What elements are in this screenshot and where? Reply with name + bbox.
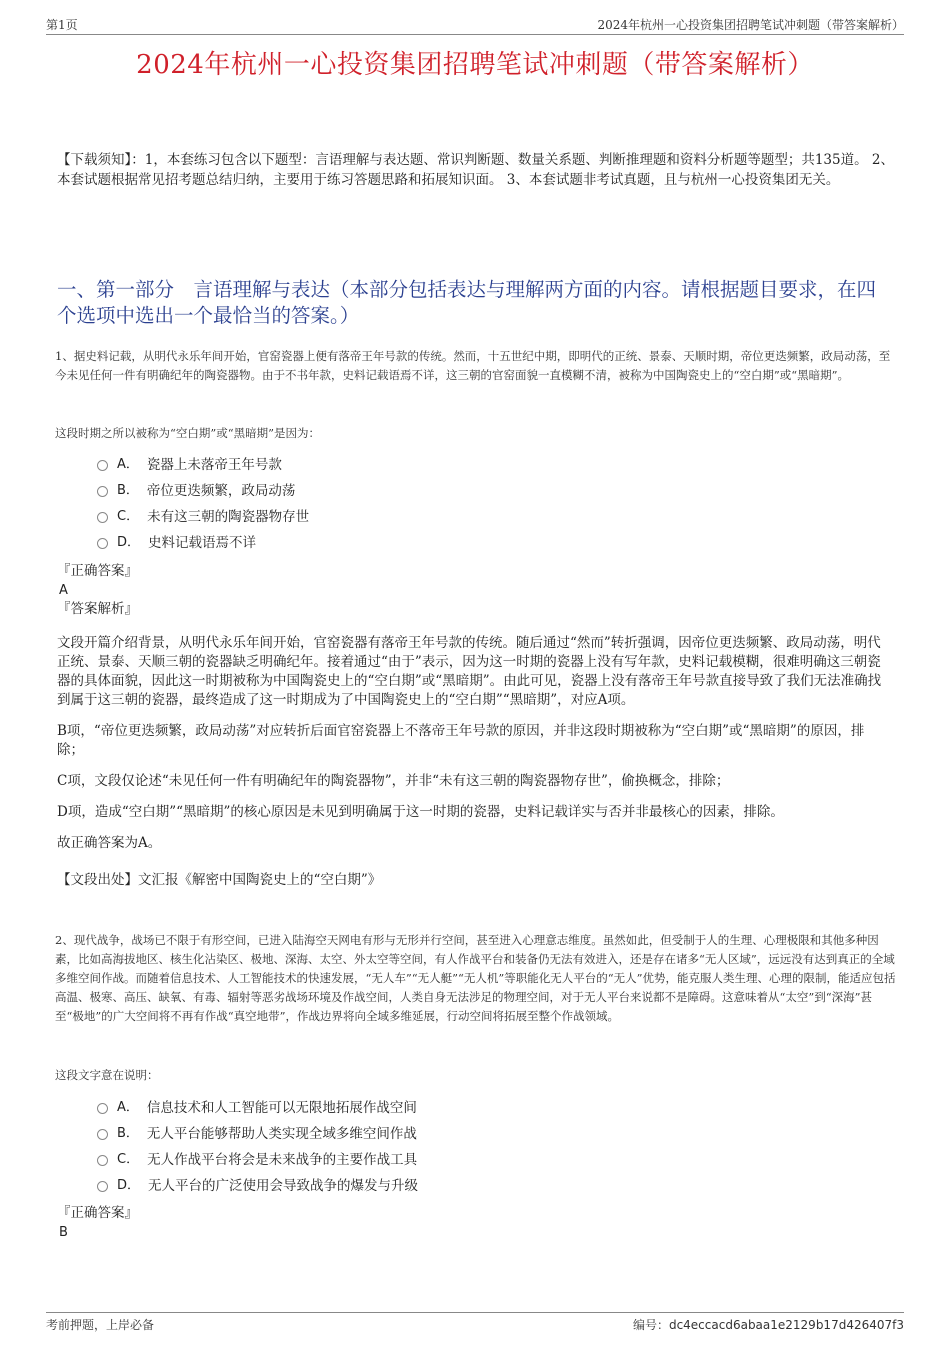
- question-2-answer: [57, 1204, 138, 1242]
- question-1-analysis: [57, 634, 890, 890]
- analysis-label: 『答案解析』: [57, 601, 138, 617]
- analysis-paragraph: 故正确答案为A。: [57, 835, 162, 851]
- radio-icon[interactable]: [97, 512, 108, 523]
- question-1-options: [97, 452, 309, 556]
- analysis-paragraph: B项，“帝位更迭频繁，政局动荡”对应转折后面官窑瓷器上不落帝王年号款的原因，并非这段时期被称为“空白期”或“黑暗期”的原因，排除；: [57, 723, 865, 758]
- question-2-prompt: 这段文字意在说明：: [55, 1068, 159, 1082]
- page-title: 2024年杭州一心投资集团招聘笔试冲刺题（带答案解析）: [136, 50, 814, 80]
- radio-icon[interactable]: [97, 460, 108, 471]
- question-2-text: 2、现代战争，战场已不限于有形空间，已进入陆海空天网电有形与无形并行空间，甚至进入心理意志维度。虽然如此，但受制于人的生理、心理极限和其他多种因素，比如高海拔地区、核生化沾染区、极地、深海、太空、外太空等空间，有人作战平台和装备仍无法有效进入，还是存在诸多“无人区域”，远远没有达到真正的全域多维空间作战。而随着信息技术、人工智能技术的快速发展，“无人车”“无人艇”“无人机”等职能化无人平台的“无人”优势，能克服人类生理、心理的限制，能适应包括高温、极寒、高压、缺氧、有毒、辐射等恶劣战场环境及作战空间，人类自身无法涉足的物理空间，对于无人平台来说都不是障碍。这意味着从“太空”到“深海”甚至“极地”的广大空间将不再有作战“真空地带”，作战边界将向全域多维延展，行动空间将拓展至整个作战领域。: [55, 933, 896, 1023]
- page-number: 第1页: [46, 18, 78, 32]
- radio-icon[interactable]: [97, 1181, 108, 1192]
- question-2-options: [97, 1095, 418, 1199]
- download-notice: 【下载须知】：1，本套练习包含以下题型：言语理解与表达题、常识判断题、数量关系题、判断推理题和资料分析题等题型；共135道。 2、本套试题根据常见招考题总结归纳，主要用于练习答题思路和拓展知识面。 3、本套试题非考试真题，且与杭州一心投资集团无关。: [57, 152, 894, 188]
- radio-icon[interactable]: [97, 1129, 108, 1140]
- answer-value: A: [59, 583, 68, 598]
- section-heading: 一、第一部分 言语理解与表达（本部分包括表达与理解两方面的内容。请根据题目要求，在四个选项中选出一个最恰当的答案。）: [57, 278, 877, 327]
- option-b[interactable]: B． 无人平台能够帮助人类实现全域多维空间作战: [97, 1121, 418, 1147]
- footer-slogan: 考前押题，上岸必备: [46, 1318, 155, 1332]
- analysis-paragraph: 文段开篇介绍背景，从明代永乐年间开始，官窑瓷器有落帝王年号款的传统。随后通过“然而”转折强调，因帝位更迭频繁、政局动荡，明代正统、景泰、天顺三朝的瓷器缺乏明确纪年。接着通过“由于”表示，因为这一时期的瓷器上没有写年款，史料记载模糊，很难明确这三朝瓷器的具体面貌，因此这一时期被称为中国陶瓷史上的“空白期”或“黑暗期”。由此可见，瓷器上没有落帝王年号款直接导致了我们无法准确找到属于这三朝的瓷器，最终造成了这一时期成为了中国陶瓷史上的“空白期”“黑暗期”，对应A项。: [57, 635, 882, 708]
- page-footer: [46, 1312, 904, 1332]
- radio-icon[interactable]: [97, 1103, 108, 1114]
- answer-label: 『正确答案』: [57, 1205, 138, 1221]
- question-1-prompt: 这段时期之所以被称为“空白期”或“黑暗期”是因为：: [55, 426, 321, 440]
- radio-icon[interactable]: [97, 538, 108, 549]
- option-a[interactable]: A． 瓷器上未落帝王年号款: [97, 452, 309, 478]
- radio-icon[interactable]: [97, 1155, 108, 1166]
- document-code: 编号：dc4eccacd6abaa1e2129b17d426407f3: [632, 1318, 904, 1332]
- option-c[interactable]: C． 无人作战平台将会是未来战争的主要作战工具: [97, 1147, 418, 1173]
- option-c[interactable]: C． 未有这三朝的陶瓷器物存世: [97, 504, 309, 530]
- answer-label: 『正确答案』: [57, 563, 138, 579]
- question-1-text: 1、据史料记载，从明代永乐年间开始，官窑瓷器上便有落帝王年号款的传统。然而，十五世纪中期，即明代的正统、景泰、天顺时期，帝位更迭频繁，政局动荡，至今未见任何一件有明确纪年的陶瓷器物。由于不书年款，史料记载语焉不详，这三朝的官窑面貌一直模糊不清，被称为中国陶瓷史上的“空白期”或“黑暗期”。: [55, 349, 891, 382]
- source-citation: 【文段出处】文汇报《解密中国陶瓷史上的“空白期”》: [57, 872, 382, 888]
- option-a[interactable]: A． 信息技术和人工智能可以无限地拓展作战空间: [97, 1095, 418, 1121]
- page-header: [46, 14, 904, 35]
- header-doc-title: 2024年杭州一心投资集团招聘笔试冲刺题（带答案解析）: [597, 18, 904, 32]
- analysis-paragraph: D项，造成“空白期”“黑暗期”的核心原因是未见到明确属于这一时期的瓷器，史料记载详实与否并非最核心的因素，排除。: [57, 804, 784, 820]
- answer-value: B: [59, 1225, 68, 1240]
- analysis-paragraph: C项，文段仅论述“未见任何一件有明确纪年的陶瓷器物”，并非“未有这三朝的陶瓷器物存世”，偷换概念，排除；: [57, 773, 730, 789]
- option-d[interactable]: D． 无人平台的广泛使用会导致战争的爆发与升级: [97, 1173, 418, 1199]
- option-d[interactable]: D． 史料记载语焉不详: [97, 530, 309, 556]
- radio-icon[interactable]: [97, 486, 108, 497]
- option-b[interactable]: B． 帝位更迭频繁，政局动荡: [97, 478, 309, 504]
- question-1-answer: [57, 562, 138, 619]
